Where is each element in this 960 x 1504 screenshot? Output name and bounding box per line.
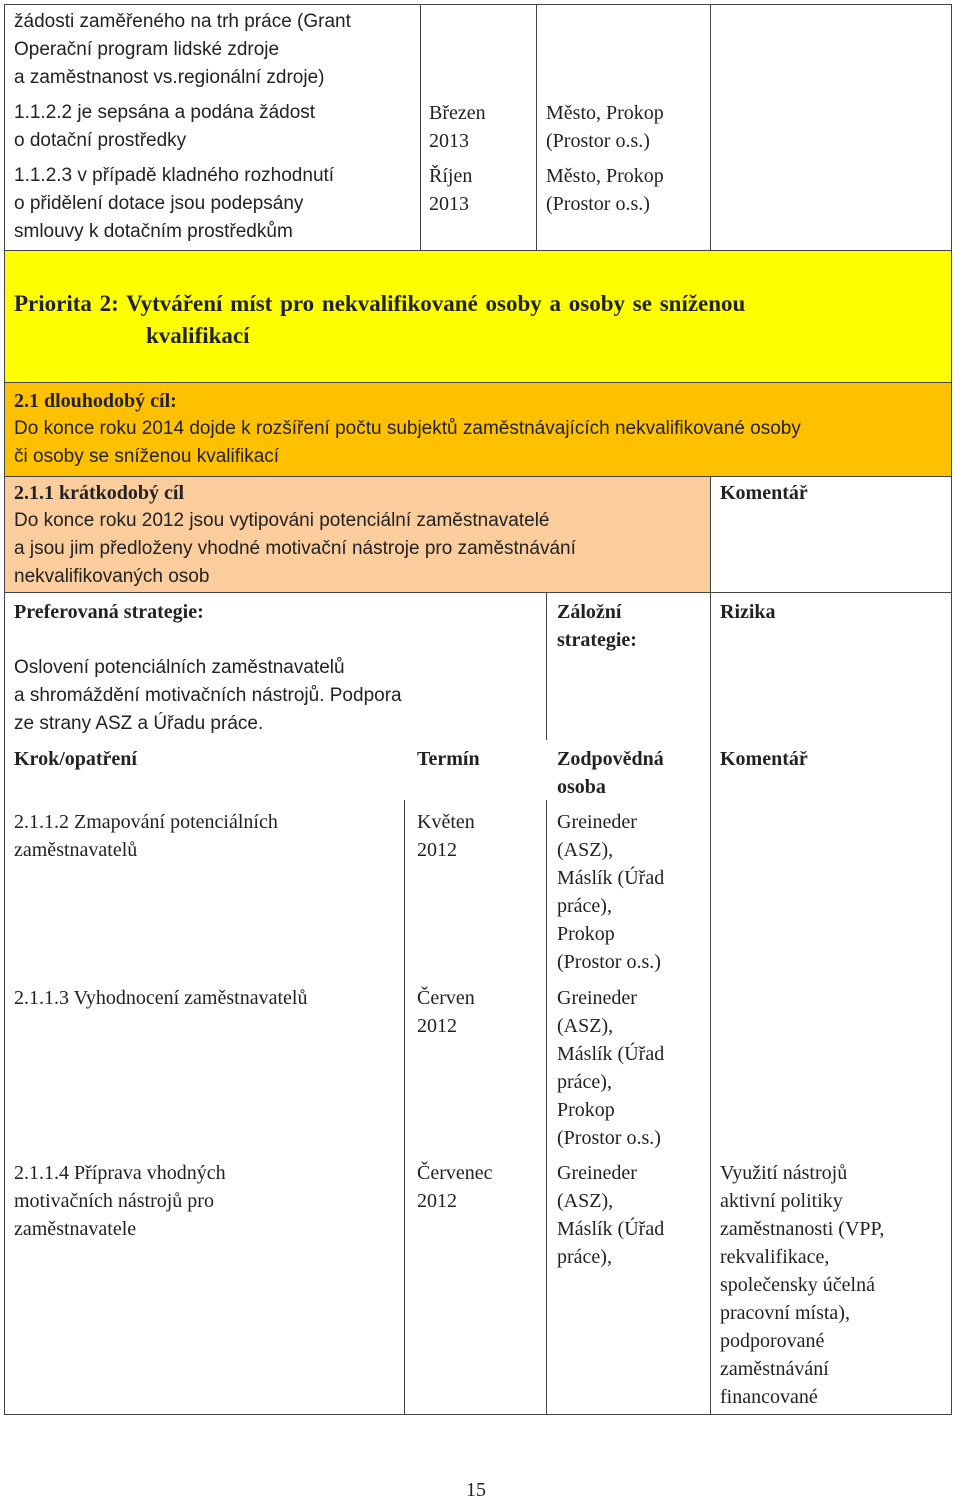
step-responsible: Greineder (ASZ), Máslík (Úřad práce), — [557, 1162, 665, 1268]
step-responsible: Greineder (ASZ), Máslík (Úřad práce), Prokop (Prostor o.s.) — [557, 987, 665, 1149]
steps-header-comment: Komentář — [720, 748, 808, 770]
backup-strategy-label: Záložní strategie: — [557, 601, 637, 651]
step-term: Červen 2012 — [417, 987, 475, 1037]
short-goal-text: Do konce roku 2012 jsou vytipováni potenciální zaměstnavatelé a jsou jim předloženy vhodné motivační nástroje pro zaměstnávání nekvalifikovaných osob — [14, 510, 576, 587]
top-row3-who: Město, Prokop (Prostor o.s.) — [546, 165, 664, 215]
page-number: 15 — [466, 1479, 486, 1501]
risks-label: Rizika — [720, 601, 776, 623]
top-row3-term: Říjen 2013 — [429, 165, 473, 215]
priority-title-line2: kvalifikací — [146, 323, 250, 348]
long-goal-title: 2.1 dlouhodobý cíl: — [14, 390, 177, 412]
step-text: 2.1.1.3 Vyhodnocení zaměstnavatelů — [14, 987, 308, 1009]
step-text: 2.1.1.2 Zmapování potenciálních zaměstnavatelů — [14, 811, 278, 861]
top-row1-text: žádosti zaměřeného na trh práce (Grant Operační program lidské zdroje a zaměstnanost vs.regionální zdroje) — [14, 11, 351, 88]
preferred-strategy-text: Oslovení potenciálních zaměstnavatelů a shromáždění motivačních nástrojů. Podpora ze strany ASZ a Úřadu práce. — [14, 657, 402, 734]
steps-header-responsible: Zodpovědná osoba — [557, 748, 664, 798]
step-text: 2.1.1.4 Příprava vhodných motivačních nástrojů pro zaměstnavatele — [14, 1162, 226, 1240]
top-row3-text: 1.1.2.3 v případě kladného rozhodnutí o přidělení dotace jsou podepsány smlouvy k dotačním prostředkům — [14, 165, 335, 242]
priority-title-line1: Priorita 2: Vytváření míst pro nekvalifikované osoby a osoby se sníženou — [14, 291, 746, 316]
short-goal-title: 2.1.1 krátkodobý cíl — [14, 482, 185, 504]
top-row2-term: Březen 2013 — [429, 102, 486, 152]
top-row2-text: 1.1.2.2 je sepsána a podána žádost o dotační prostředky — [14, 102, 316, 151]
step-comment: Využití nástrojů aktivní politiky zaměstnanosti (VPP, rekvalifikace, společensky účelná pracovní místa), podporované zaměstnávání financované — [720, 1162, 885, 1408]
step-term: Květen 2012 — [417, 811, 475, 861]
preferred-strategy-label: Preferovaná strategie: — [14, 601, 204, 623]
long-goal-text: Do konce roku 2014 dojde k rozšíření počtu subjektů zaměstnávajících nekvalifikované osoby či osoby se sníženou kvalifikací — [14, 418, 801, 467]
steps-header-term: Termín — [417, 748, 480, 770]
short-goal-comment-label: Komentář — [720, 482, 808, 504]
step-responsible: Greineder (ASZ), Máslík (Úřad práce), Prokop (Prostor o.s.) — [557, 811, 665, 973]
steps-header-step: Krok/opatření — [14, 748, 137, 770]
top-row2-who: Město, Prokop (Prostor o.s.) — [546, 102, 664, 152]
step-term: Červenec 2012 — [417, 1162, 493, 1212]
